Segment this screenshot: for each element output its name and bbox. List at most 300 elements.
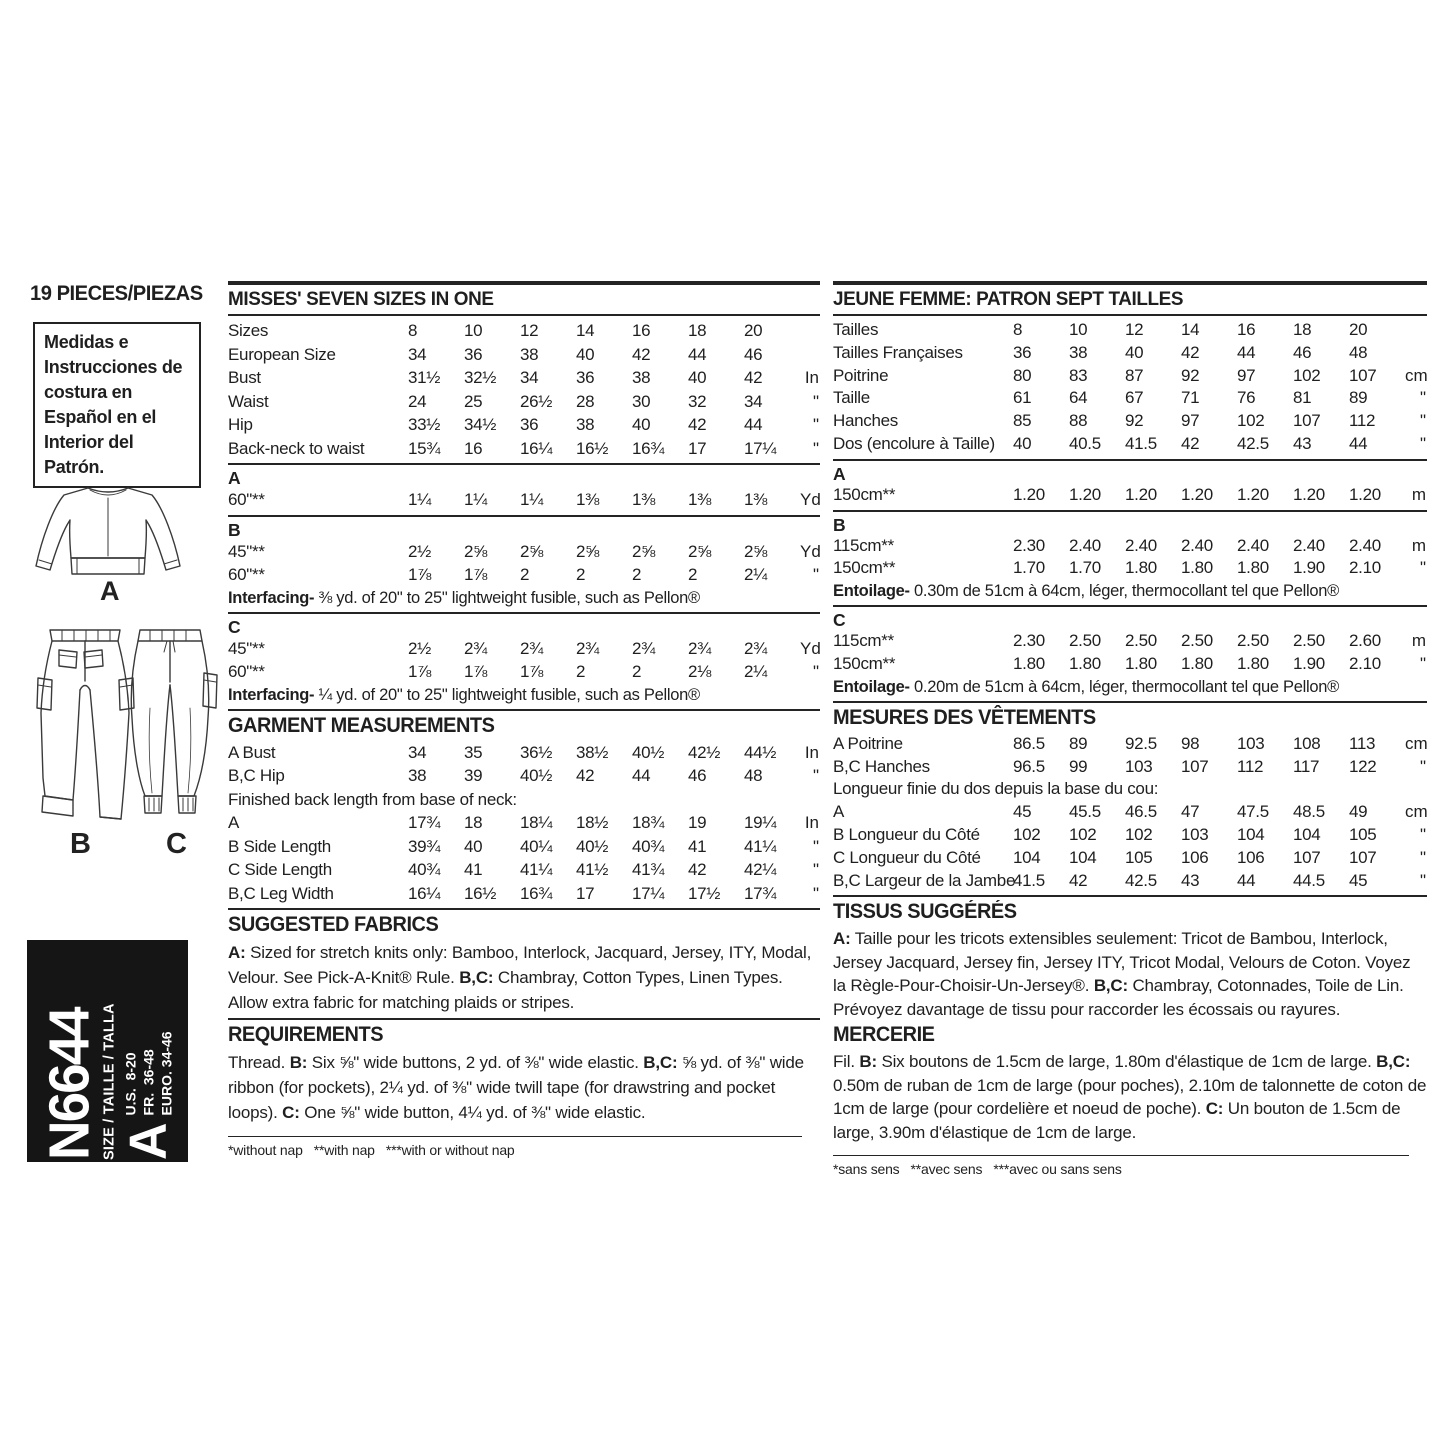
table-row (228, 437, 820, 461)
table-row (833, 733, 1427, 756)
value-cell: 1.20 (1237, 484, 1269, 504)
value-cell: 2½ (408, 638, 432, 658)
value-cell: 1.70 (1013, 558, 1045, 578)
unit-cell: " (1419, 653, 1426, 673)
section-text: Thread. B: Six ⅝" wide buttons, 2 yd. of ⅜" wide elastic. B,C: ⅝ yd. of ⅜" wide ribbon (for pockets), 2¼ yd. of ⅜" wide twill tape (for drawstring and pocket loops). C: One ⅝" wide button, 4¼ yd. of ⅜" wide elastic. (228, 1053, 804, 1122)
value-cell: 16¾ (520, 883, 553, 903)
value-cell: 40 (576, 344, 595, 364)
value-cell: 34½ (464, 415, 497, 434)
value-cell: 20 (744, 321, 763, 340)
value-cell: 102 (1125, 824, 1153, 844)
size-chart-french (833, 281, 1427, 1177)
row-label: Poitrine (833, 365, 889, 385)
table-row (228, 637, 820, 661)
table-row (833, 433, 1427, 456)
value-cell: 44½ (744, 742, 777, 762)
value-cell: 49 (1349, 802, 1368, 822)
value-cell: 40½ (520, 766, 553, 785)
value-cell: 97 (1181, 411, 1200, 431)
value-cell: 102 (1237, 411, 1265, 431)
value-cell: 1⅞ (408, 662, 432, 681)
value-cell: 2¾ (632, 638, 656, 658)
garment-line-art (28, 478, 223, 878)
value-cell: 2 (576, 565, 586, 584)
row-label: 60"** (228, 490, 265, 509)
row-label: A (228, 813, 240, 832)
row-label: 45"** (228, 638, 265, 658)
table-row (228, 563, 820, 587)
table-row (833, 387, 1427, 410)
row-label: B Longueur du Côté (833, 824, 980, 844)
value-cell: 1⅜ (744, 490, 768, 509)
pants-c-sketch (138, 630, 202, 641)
table-row (833, 870, 1427, 893)
value-cell: 107 (1181, 756, 1209, 776)
value-cell: 44 (688, 344, 707, 364)
unit-cell: m (1411, 535, 1426, 555)
value-cell: 8 (408, 321, 418, 340)
value-cell: 16½ (464, 883, 497, 903)
row-label: C Longueur du Côté (833, 847, 981, 867)
size-chart-english (228, 281, 820, 1158)
value-cell: 102 (1069, 824, 1097, 844)
row-label: 45"** (228, 541, 265, 561)
unit-cell: " (812, 438, 819, 458)
value-cell: 2¾ (520, 638, 544, 658)
value-cell: 87 (1125, 365, 1144, 385)
pattern-number-block (27, 940, 188, 1162)
value-cell: 42 (1181, 433, 1200, 453)
requirements-title: REQUIREMENTS (228, 1023, 384, 1046)
table-row (228, 882, 820, 906)
value-cell: 1⅜ (576, 490, 600, 509)
divider-rule (228, 463, 820, 465)
garment-measurements-title: MESURES DES VÊTEMENTS (833, 705, 1096, 729)
value-cell: 10 (464, 321, 483, 340)
table-row (833, 557, 1427, 580)
value-cell: 44 (1349, 433, 1368, 453)
value-cell: 42¼ (744, 860, 777, 879)
value-cell: 14 (1181, 320, 1200, 339)
value-cell: 2⅝ (744, 541, 768, 561)
table-row (228, 413, 820, 437)
value-cell: 40¾ (408, 860, 441, 879)
value-cell: 40 (632, 415, 651, 434)
value-cell: 18 (1293, 320, 1312, 339)
value-cell: 2¼ (744, 662, 768, 681)
table-row (833, 630, 1427, 653)
value-cell: 2.60 (1349, 631, 1381, 651)
value-cell: 1.20 (1069, 484, 1101, 504)
value-cell: 36 (576, 368, 595, 387)
value-cell: 15¾ (408, 438, 441, 458)
value-cell: 92 (1125, 411, 1144, 431)
value-cell: 2.30 (1013, 631, 1045, 651)
unit-cell: " (812, 391, 819, 411)
value-cell: 18 (464, 813, 483, 832)
value-cell: 18¼ (520, 813, 553, 832)
view-section-label: A (833, 463, 846, 484)
value-cell: 2½ (408, 541, 432, 561)
value-cell: 92 (1181, 365, 1200, 385)
value-cell: 81 (1293, 388, 1312, 408)
divider-rule (228, 314, 820, 316)
unit-cell: Yd (800, 490, 821, 509)
unit-cell: cm (1405, 733, 1428, 753)
value-cell: 42 (1069, 870, 1088, 890)
unit-cell: " (1419, 824, 1426, 844)
row-label: Waist (228, 391, 269, 411)
row-label: B,C Leg Width (228, 883, 334, 903)
value-cell: 17¾ (744, 883, 777, 903)
value-cell: 19¼ (744, 813, 777, 832)
divider-rule (833, 281, 1427, 285)
value-cell: 41.5 (1125, 433, 1157, 453)
value-cell: 2 (632, 565, 642, 584)
value-cell: 44 (1237, 342, 1256, 362)
value-cell: 2.50 (1125, 631, 1157, 651)
value-cell: 2⅛ (688, 662, 712, 681)
value-cell: 17¼ (744, 438, 777, 458)
value-cell: 17 (576, 883, 595, 903)
row-label: 150cm** (833, 653, 896, 673)
value-cell: 2.50 (1181, 631, 1213, 651)
value-cell: 117 (1293, 756, 1320, 776)
value-cell: 104 (1069, 847, 1097, 867)
value-cell: 42 (688, 415, 707, 434)
value-cell: 1⅞ (520, 662, 544, 681)
value-cell: 112 (1237, 756, 1264, 776)
value-cell: 1⅞ (464, 662, 488, 681)
value-cell: 1.80 (1181, 653, 1213, 673)
unit-cell: " (1419, 433, 1426, 453)
value-cell: 34 (408, 742, 427, 762)
row-label: A Bust (228, 742, 276, 762)
value-cell: 43 (1181, 870, 1200, 890)
value-cell: 46.5 (1125, 802, 1157, 822)
value-cell: 76 (1237, 388, 1256, 408)
divider-rule (228, 515, 820, 517)
value-cell: 1.20 (1181, 484, 1213, 504)
row-label: B,C Hip (228, 766, 285, 785)
value-cell: 43 (1293, 433, 1312, 453)
pattern-number: N6644 (37, 1008, 101, 1160)
value-cell: 18½ (576, 813, 609, 832)
size-letter: A (119, 1122, 177, 1160)
value-cell: 106 (1181, 847, 1209, 867)
value-cell: 89 (1349, 388, 1368, 408)
value-cell: 38 (1069, 342, 1088, 362)
value-cell: 10 (1069, 320, 1088, 339)
value-cell: 40 (1013, 433, 1032, 453)
section-text: Fil. B: Six boutons de 1.5cm de large, 1.80m d'élastique de 1cm de large. B,C: 0.50m de ruban de 1cm de large (pour poches), 2.10m de talonnette de coton de 1cm de large (pour cordelière et noeud de poche). C: Un bouton de 1.5cm de large, 3.90m d'élastique de 1cm de large. (833, 1052, 1427, 1142)
row-label: B,C Hanches (833, 756, 930, 776)
table-row (228, 835, 820, 859)
value-cell: 14 (576, 321, 595, 340)
row-label: B,C Largeur de la Jambe (833, 870, 1016, 890)
value-cell: 1¼ (520, 490, 544, 509)
value-cell: 48 (744, 766, 763, 785)
row-label: Back-neck to waist (228, 438, 365, 458)
pieces-count-label: 19 PIECES/PIEZAS (30, 282, 203, 305)
value-cell: 12 (520, 321, 539, 340)
unit-cell: " (1419, 756, 1426, 776)
value-cell: 41¼ (744, 836, 777, 856)
value-cell: 1.70 (1069, 558, 1101, 578)
value-cell: 2⅝ (520, 541, 544, 561)
value-cell: 40 (688, 368, 707, 387)
section-text: A: Taille pour les tricots extensibles seulement: Tricot de Bambou, Interlock, Jersey Jacquard, Jersey fin, Jersey ITY, Tricot Modal, Velours de Coton. Voyez la Règle-Pour-Choisir-Un-Jersey®. B,C: Chambray, Cotonnades, Toile de Lin. Prévoyez davantage de tissu pour raccorder les écossais ou rayures. (833, 929, 1411, 1019)
value-cell: 16¼ (520, 438, 553, 458)
row-label: Dos (encolure à Taille) (833, 433, 995, 453)
value-cell: 40 (464, 836, 483, 856)
table-row (833, 756, 1427, 779)
unit-cell: In (804, 742, 819, 762)
spanish-note-box (33, 322, 201, 488)
value-cell: 44 (1237, 870, 1256, 890)
value-cell: 107 (1349, 847, 1377, 867)
value-cell: 88 (1069, 411, 1088, 431)
value-cell: 45 (1013, 802, 1032, 822)
value-cell: 18 (688, 321, 707, 340)
table-row (228, 366, 820, 390)
row-label: Sizes (228, 321, 269, 340)
value-cell: 46 (1293, 342, 1312, 362)
value-cell: 46 (688, 766, 707, 785)
value-cell: 41¼ (520, 860, 553, 879)
value-cell: 2 (520, 565, 530, 584)
value-cell: 2.40 (1293, 535, 1325, 555)
table-row (833, 535, 1427, 558)
garment-measurements-title: GARMENT MEASUREMENTS (228, 713, 495, 737)
value-cell: 103 (1237, 733, 1265, 753)
unit-cell: cm (1405, 802, 1428, 822)
spanish-note-text: Medidas e Instrucciones de costura en Español en el Interior del Patrón. (44, 332, 183, 477)
row-label: 60"** (228, 565, 265, 584)
value-cell: 38 (408, 766, 427, 785)
value-cell: 20 (1349, 320, 1368, 339)
value-cell: 2 (688, 565, 698, 584)
divider-rule (228, 908, 820, 910)
interfacing-note: Interfacing- ¼ yd. of 20" to 25" lightweight fusible, such as Pellon® (228, 685, 700, 704)
view-section-label: B (833, 514, 846, 535)
value-cell: 104 (1293, 824, 1321, 844)
row-span-label: Longueur finie du dos depuis la base du cou: (833, 779, 1159, 799)
value-cell: 16¼ (408, 883, 441, 903)
table-row (833, 653, 1427, 676)
view-b-label: B (70, 828, 91, 860)
value-cell: 38 (576, 415, 595, 434)
value-cell: 1.20 (1349, 484, 1381, 504)
value-cell: 42 (1181, 342, 1200, 362)
value-cell: 42 (632, 344, 651, 364)
value-cell: 97 (1237, 365, 1256, 385)
value-cell: 38 (632, 368, 651, 387)
row-label: Bust (228, 368, 261, 387)
value-cell: 38 (520, 344, 539, 364)
view-section-label: A (228, 468, 241, 488)
divider-rule (833, 605, 1427, 607)
value-cell: 41¾ (632, 860, 665, 879)
value-cell: 42 (576, 766, 595, 785)
table-row (833, 824, 1427, 847)
row-label: 115cm** (833, 535, 894, 555)
value-cell: 1.80 (1069, 653, 1101, 673)
value-cell: 2.40 (1349, 535, 1381, 555)
row-label: 60"** (228, 662, 265, 681)
value-cell: 92.5 (1125, 733, 1157, 753)
value-cell: 39¾ (408, 836, 441, 856)
unit-cell: " (1419, 388, 1426, 408)
unit-cell: " (812, 860, 819, 879)
divider-rule (833, 895, 1427, 897)
value-cell: 1.80 (1237, 653, 1269, 673)
value-cell: 44 (632, 766, 651, 785)
unit-cell: " (812, 766, 819, 785)
value-cell: 40¾ (632, 836, 665, 856)
value-cell: 17¾ (408, 813, 441, 832)
value-cell: 26½ (520, 391, 553, 411)
divider-rule (833, 459, 1427, 461)
value-cell: 71 (1181, 388, 1200, 408)
unit-cell: m (1411, 484, 1426, 504)
value-cell: 2⅝ (576, 541, 600, 561)
value-cell: 105 (1125, 847, 1153, 867)
view-a-label: A (100, 576, 120, 606)
value-cell: 105 (1349, 824, 1377, 844)
unit-cell: " (1419, 411, 1426, 431)
row-label: B Side Length (228, 836, 331, 856)
value-cell: 16¾ (632, 438, 665, 458)
view-section-label: C (228, 616, 241, 637)
value-cell: 1.90 (1293, 558, 1325, 578)
value-cell: 18¾ (632, 813, 665, 832)
table-row (228, 488, 820, 512)
table-row (833, 342, 1427, 365)
section-text: A: Sized for stretch knits only: Bamboo, Interlock, Jacquard, Jersey, ITY, Modal, Velour. See Pick-A-Knit® Rule. B,C: Chambray, Cotton Types, Linen Types. Allow extra fabric for matching plaids or stripes. (228, 943, 812, 1012)
value-cell: 1.80 (1125, 653, 1157, 673)
value-cell: 113 (1349, 733, 1376, 753)
divider-rule (228, 612, 820, 614)
interfacing-note: Entoilage- 0.30m de 51cm à 64cm, léger, thermocollant tel que Pellon® (833, 582, 1339, 601)
table-row (228, 788, 820, 812)
value-cell: 36 (520, 415, 539, 434)
value-cell: 42 (688, 860, 707, 879)
value-cell: 1.20 (1013, 484, 1045, 504)
unit-cell: In (804, 813, 819, 832)
value-cell: 1¼ (464, 490, 488, 509)
value-cell: 41 (464, 860, 483, 879)
value-cell: 2⅝ (688, 541, 712, 561)
value-cell: 47 (1181, 802, 1200, 822)
row-span-label: Finished back length from base of neck: (228, 789, 517, 809)
value-cell: 104 (1237, 824, 1265, 844)
value-cell: 86.5 (1013, 733, 1045, 753)
value-cell: 83 (1069, 365, 1088, 385)
value-cell: 1⅞ (408, 565, 432, 584)
table-row (833, 365, 1427, 388)
value-cell: 40.5 (1069, 433, 1101, 453)
value-cell: 36 (1013, 342, 1032, 362)
footnote-line: *without nap **with nap ***with or without nap (228, 1142, 515, 1158)
value-cell: 8 (1013, 320, 1023, 339)
value-cell: 89 (1069, 733, 1088, 753)
value-cell: 98 (1181, 733, 1200, 753)
value-cell: 1.80 (1237, 558, 1269, 578)
value-cell: 34 (520, 368, 539, 387)
value-cell: 39 (464, 766, 483, 785)
chart-title: JEUNE FEMME: PATRON SEPT TAILLES (833, 288, 1184, 310)
value-cell: 103 (1181, 824, 1209, 844)
value-cell: 104 (1013, 847, 1041, 867)
value-cell: 41.5 (1013, 870, 1045, 890)
value-cell: 17 (688, 438, 707, 458)
row-label: Hanches (833, 411, 898, 431)
table-row (228, 858, 820, 882)
value-cell: 42½ (688, 742, 721, 762)
euro-size-range: EURO. 34-46 (158, 1031, 174, 1116)
value-cell: 17½ (688, 883, 721, 903)
value-cell: 34 (744, 391, 763, 411)
value-cell: 34 (408, 344, 427, 364)
value-cell: 1.80 (1125, 558, 1157, 578)
table-row (228, 319, 820, 343)
value-cell: 30 (632, 391, 651, 411)
row-label: C Side Length (228, 860, 332, 879)
value-cell: 1.80 (1013, 653, 1045, 673)
value-cell: 2⅝ (632, 541, 656, 561)
value-cell: 2¾ (744, 638, 768, 658)
value-cell: 19 (688, 813, 707, 832)
row-label: 150cm** (833, 484, 896, 504)
table-row (833, 801, 1427, 824)
table-row (228, 764, 820, 788)
unit-cell: cm (1405, 365, 1428, 385)
value-cell: 42.5 (1125, 870, 1157, 890)
value-cell: 25 (464, 391, 483, 411)
value-cell: 2.40 (1069, 535, 1101, 555)
unit-cell: " (812, 662, 819, 681)
value-cell: 32½ (464, 368, 497, 387)
table-row (228, 741, 820, 765)
row-label: 115cm** (833, 631, 894, 651)
value-cell: 103 (1125, 756, 1153, 776)
garment-sketches (28, 478, 223, 883)
value-cell: 122 (1349, 756, 1377, 776)
divider-rule (833, 314, 1427, 316)
table-row (833, 319, 1427, 342)
view-c-label: C (166, 828, 187, 860)
value-cell: 45.5 (1069, 802, 1101, 822)
unit-cell: Yd (800, 638, 821, 658)
value-cell: 24 (408, 391, 427, 411)
row-label: Hip (228, 415, 253, 434)
value-cell: 36½ (520, 742, 553, 762)
value-cell: 41½ (576, 860, 609, 879)
footnote-rule (228, 1136, 802, 1137)
fr-size-range: FR. 36-48 (140, 1049, 156, 1116)
unit-cell: " (812, 565, 819, 584)
value-cell: 2 (632, 662, 642, 681)
value-cell: 64 (1069, 388, 1088, 408)
value-cell: 40¼ (520, 836, 553, 856)
table-row (833, 778, 1427, 801)
divider-rule (833, 510, 1427, 512)
value-cell: 1⅞ (464, 565, 488, 584)
value-cell: 1.20 (1293, 484, 1325, 504)
unit-cell: " (812, 836, 819, 856)
value-cell: 1¼ (408, 490, 432, 509)
